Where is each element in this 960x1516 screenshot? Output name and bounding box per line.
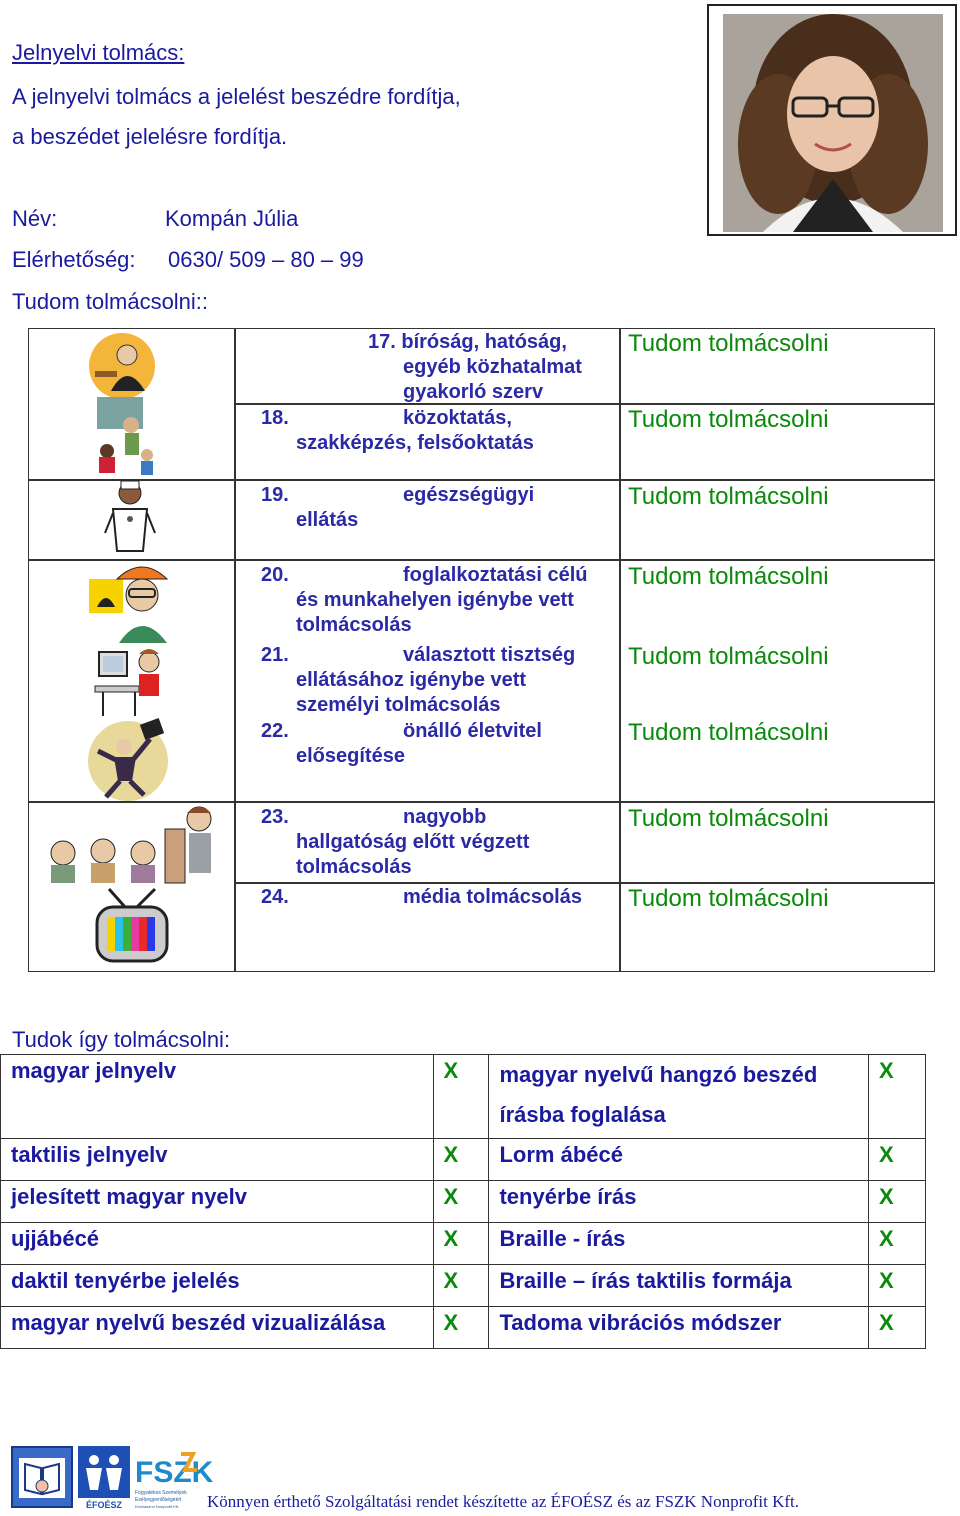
service-21-status: Tudom tolmácsolni [628,643,829,670]
method-right-mark: X [869,1265,926,1307]
service-24-line1b: média tolmácsolás [403,886,582,908]
service-18-line1b: közoktatás, [403,407,512,429]
service-17-status: Tudom tolmácsolni [628,330,829,357]
service-22-line1b: önálló életvitel [403,720,542,742]
service-20-line1b: foglalkoztatási célú [403,564,588,586]
method-left-mark: X [433,1265,489,1307]
method-left-mark: X [433,1139,489,1181]
service-24-status: Tudom tolmácsolni [628,885,829,912]
efoesz-logo [78,1446,130,1515]
name-value: Kompán Júlia [165,206,299,231]
service-23-line3: tolmácsolás [296,856,412,878]
service-19-line2: ellátás [296,509,359,531]
service-21-line3: személyi tolmácsolás [296,694,501,716]
service-20-line2: és munkahelyen igénybe vett [296,589,574,611]
service-23-line1: 23. [261,806,289,828]
computer-user-icon [95,642,165,723]
service-21-line1b: választott tisztség [403,644,576,666]
method-right-mark: X [869,1307,926,1349]
service-20-line1: 20. [261,564,289,586]
svg-text:Közhasznú Nonprofit Kft.: Közhasznú Nonprofit Kft. [135,1504,180,1509]
methods-table [0,1054,926,1349]
tv-icon [95,887,171,972]
svg-text:Fogyatékos Személyek: Fogyatékos Személyek [135,1490,187,1496]
service-20-status: Tudom tolmácsolni [628,563,829,590]
method-right: Lorm ábécé [489,1139,869,1181]
service-20-line3: tolmácsolás [296,614,412,636]
method-right-mark: X [869,1139,926,1181]
method-left: taktilis jelnyelv [1,1139,434,1181]
description-line-2: a beszédet jelelésre fordítja. [12,124,288,149]
efoesz-label: ÉFOÉSZ [85,1500,123,1510]
service-18-status: Tudom tolmácsolni [628,406,829,433]
service-22-line2: elősegítése [296,745,405,767]
svg-text:Esélyegyenlőségéért: Esélyegyenlőségéért [135,1497,182,1503]
doctor-icon [103,479,157,564]
audience-icon [41,803,217,888]
fszk-label: FSZK [135,1456,214,1489]
method-left: jelesített magyar nyelv [1,1181,434,1223]
method-right-mark: X [869,1055,926,1139]
graduate-jump-icon [84,717,176,806]
service-19-line1: 19. [261,484,289,506]
method-right-mark: X [869,1223,926,1265]
method-left-mark: X [433,1307,489,1349]
worker-icon [87,559,173,648]
service-21-line1: 21. [261,644,289,666]
can-interpret-label: Tudom tolmácsolni:: [12,289,209,314]
method-left: magyar jelnyelv [1,1055,434,1139]
service-19-line1b: egészségügyi [403,484,535,506]
service-24-line1: 24. [261,886,289,908]
service-23-line1b: nagyobb [403,806,487,828]
service-22-status: Tudom tolmácsolni [628,719,829,746]
method-left-mark: X [433,1223,489,1265]
method-left-mark: X [433,1181,489,1223]
methods-title: Tudok így tolmácsolni: [12,1027,231,1052]
method-left: ujjábécé [1,1223,434,1265]
footer-credit: Könnyen érthető Szolgáltatási rendet készítette az ÉFOÉSZ és az FSZK Nonprofit Kft. [207,1492,800,1511]
easy-read-logo [11,1446,73,1513]
method-left-mark: X [433,1055,489,1139]
method-left: daktil tenyérbe jelelés [1,1265,434,1307]
service-17-line2: egyéb közhatalmat [403,356,582,378]
service-18-line2: szakképzés, felsőoktatás [296,432,534,454]
description-line-1: A jelnyelvi tolmács a jelelést beszédre fordítja, [12,84,461,109]
service-17-line3: gyakorló szerv [403,381,544,403]
method-right: Braille – írás taktilis formája [489,1265,869,1307]
contact-value: 0630/ 509 – 80 – 99 [168,247,364,272]
method-left: magyar nyelvű beszéd vizualizálása [1,1307,434,1349]
name-label: Név: [12,206,58,231]
fszk-logo [133,1450,214,1515]
service-23-line2: hallgatóság előtt végzett [296,831,530,853]
service-17-line1: 17. bíróság, hatóság, [368,331,567,353]
portrait-photo [707,4,957,236]
contact-label: Elérhetőség: [12,247,136,272]
method-right: Tadoma vibrációs módszer [489,1307,869,1349]
method-right-mark: X [869,1181,926,1223]
classroom-icon [89,395,163,484]
service-18-line1: 18. [261,407,289,429]
method-right: Braille - írás [489,1223,869,1265]
page-title: Jelnyelvi tolmács: [12,40,185,65]
method-right: magyar nyelvű hangzó beszéd írásba foglalása [489,1055,869,1139]
method-right: tenyérbe írás [489,1181,869,1223]
service-21-line2: ellátásához igénybe vett [296,669,527,691]
service-23-status: Tudom tolmácsolni [628,805,829,832]
service-19-status: Tudom tolmácsolni [628,483,829,510]
service-22-line1: 22. [261,720,289,742]
